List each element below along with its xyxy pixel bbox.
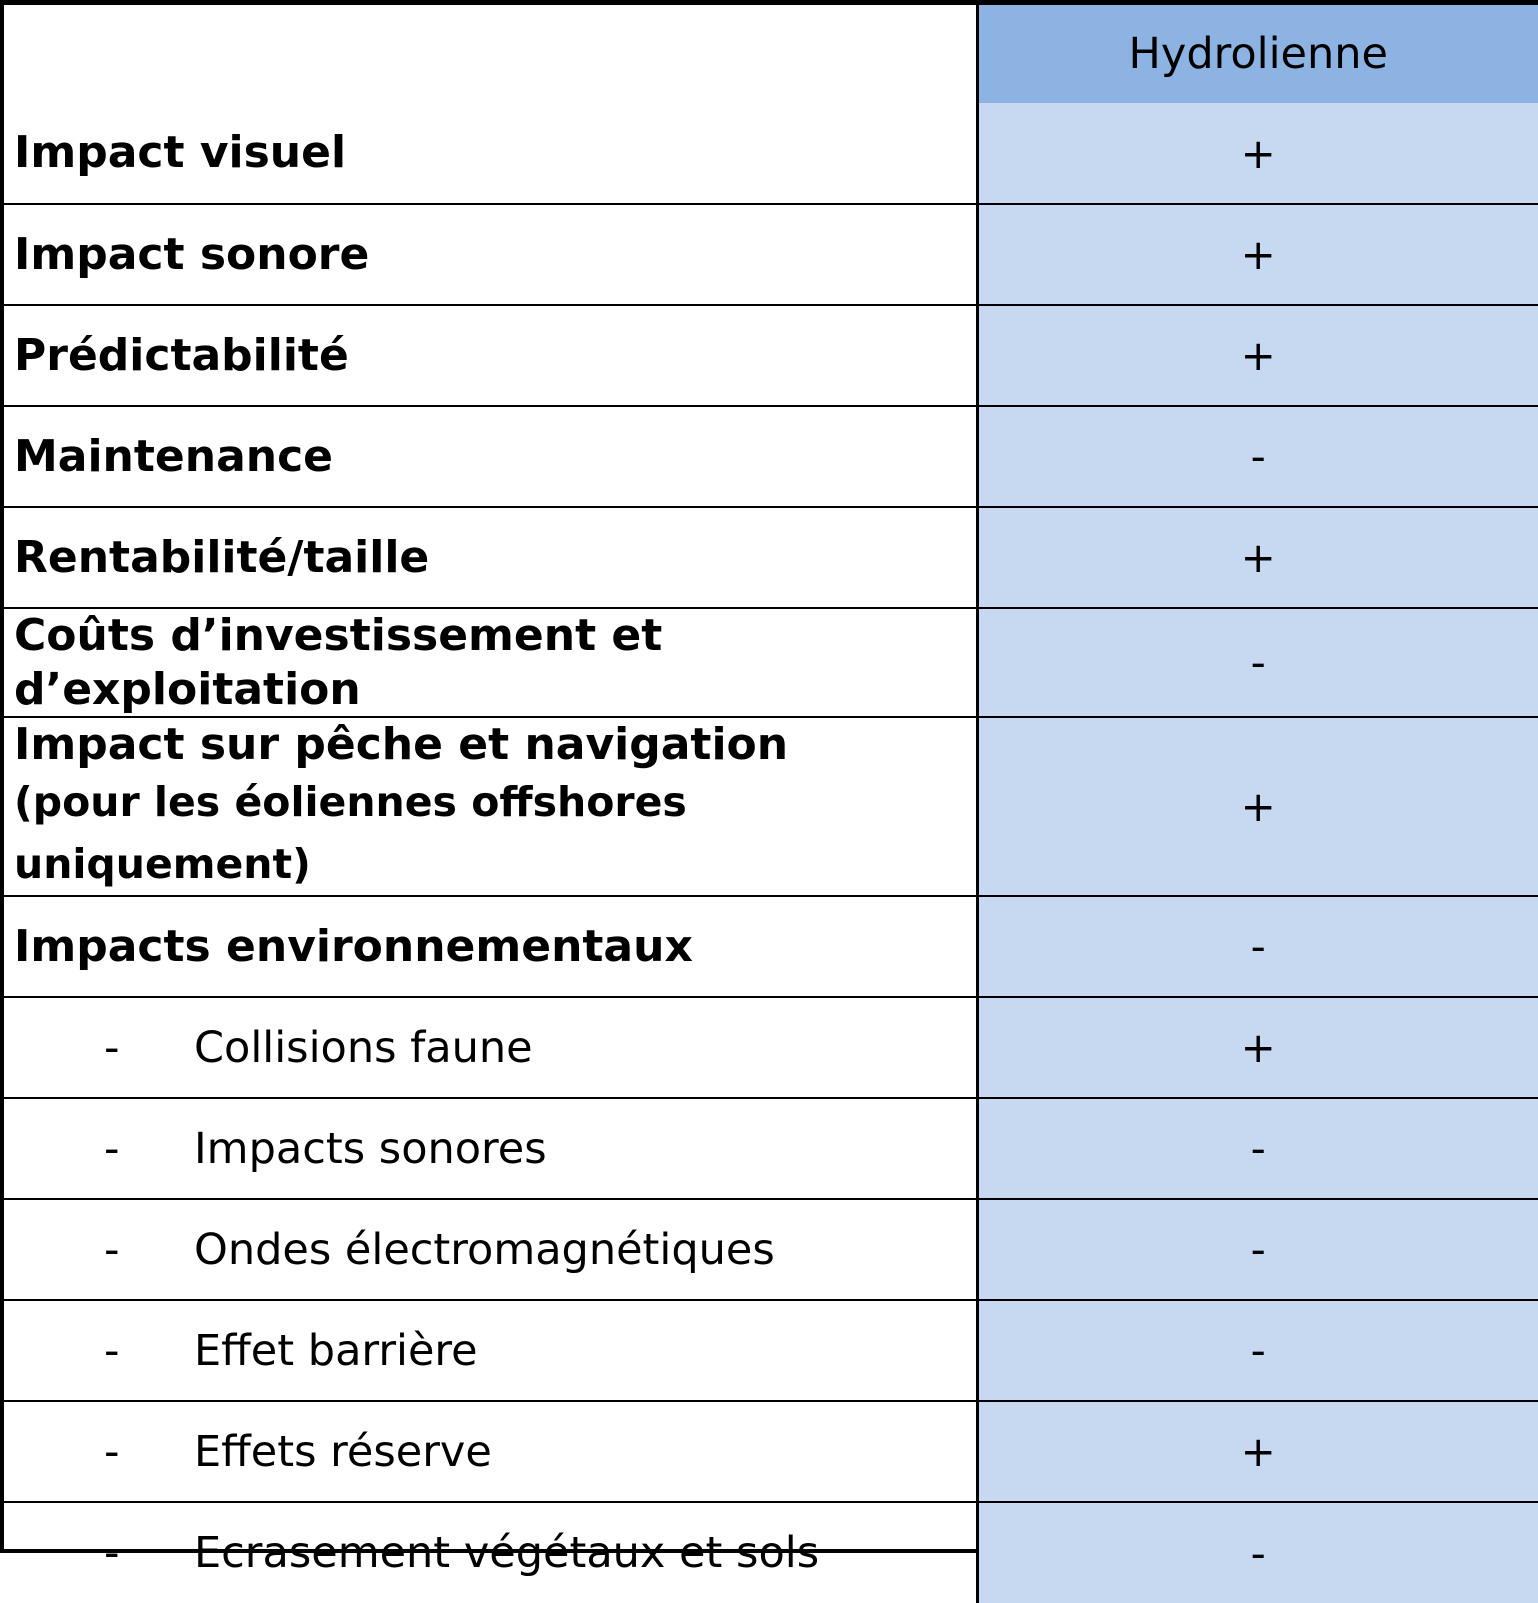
- sub-row: [4, 1300, 1538, 1401]
- sub-row-label: Effet barrière: [194, 1325, 478, 1376]
- sub-row-label: Impacts sonores: [194, 1123, 547, 1174]
- sub-row-label: Collisions faune: [194, 1022, 533, 1073]
- row-value: +: [977, 507, 1538, 608]
- sub-row-label: Effets réserve: [194, 1426, 492, 1477]
- bullet-dash: -: [104, 1325, 120, 1376]
- table-row: [4, 507, 1538, 608]
- bullet-dash: -: [104, 1224, 120, 1275]
- row-value: -: [977, 406, 1538, 507]
- row-label: Coûts d’investissement et d’exploitation: [4, 608, 977, 717]
- sub-row-label-cell: [4, 1401, 977, 1502]
- sub-row: [4, 997, 1538, 1098]
- column-header-hydrolienne: Hydrolienne: [977, 5, 1538, 103]
- sub-row-label-cell: [4, 997, 977, 1098]
- sub-row-value: -: [977, 1098, 1538, 1199]
- sub-row-label: Ecrasement végétaux et sols: [194, 1528, 820, 1579]
- table-row: [4, 717, 1538, 896]
- row-label: Impact sur pêche et navigation: [14, 719, 789, 771]
- table-row: [4, 103, 1538, 204]
- row-value: +: [977, 204, 1538, 305]
- row-value: +: [977, 717, 1538, 896]
- sub-row: [4, 1098, 1538, 1199]
- row-label: Rentabilité/taille: [4, 507, 977, 608]
- table-row: [4, 204, 1538, 305]
- sub-row-value: -: [977, 1300, 1538, 1401]
- bullet-dash: -: [104, 1123, 120, 1174]
- sub-row: [4, 1199, 1538, 1300]
- sub-row: [4, 1401, 1538, 1502]
- table-row: [4, 896, 1538, 997]
- row-value: -: [977, 608, 1538, 717]
- comparison-table: [4, 5, 1538, 1603]
- sub-row-label-cell: [4, 1098, 977, 1199]
- sub-row-value: -: [977, 1502, 1538, 1603]
- table-row: [4, 406, 1538, 507]
- row-label: Maintenance: [4, 406, 977, 507]
- sub-row-label-cell: [4, 1199, 977, 1300]
- sub-row-value: +: [977, 997, 1538, 1098]
- bullet-dash: -: [104, 1528, 120, 1579]
- table-row: [4, 305, 1538, 406]
- sub-row-value: -: [977, 1199, 1538, 1300]
- row-value: +: [977, 103, 1538, 204]
- sub-row-label: Ondes électromagnétiques: [194, 1224, 775, 1275]
- header-empty-cell: [4, 5, 977, 103]
- table-row: [4, 608, 1538, 717]
- row-value: -: [977, 896, 1538, 997]
- bullet-dash: -: [104, 1426, 120, 1477]
- row-label: Impact visuel: [4, 103, 977, 204]
- row-label-note: (pour les éoliennes offshores uniquement): [14, 778, 687, 888]
- sub-row-value: +: [977, 1401, 1538, 1502]
- row-label-cell: [4, 717, 977, 896]
- row-label: Impacts environnementaux: [4, 896, 977, 997]
- row-label: Impact sonore: [4, 204, 977, 305]
- bullet-dash: -: [104, 1022, 120, 1073]
- row-value: +: [977, 305, 1538, 406]
- header-row: [4, 5, 1538, 103]
- row-label: Prédictabilité: [4, 305, 977, 406]
- sub-row-label-cell: [4, 1300, 977, 1401]
